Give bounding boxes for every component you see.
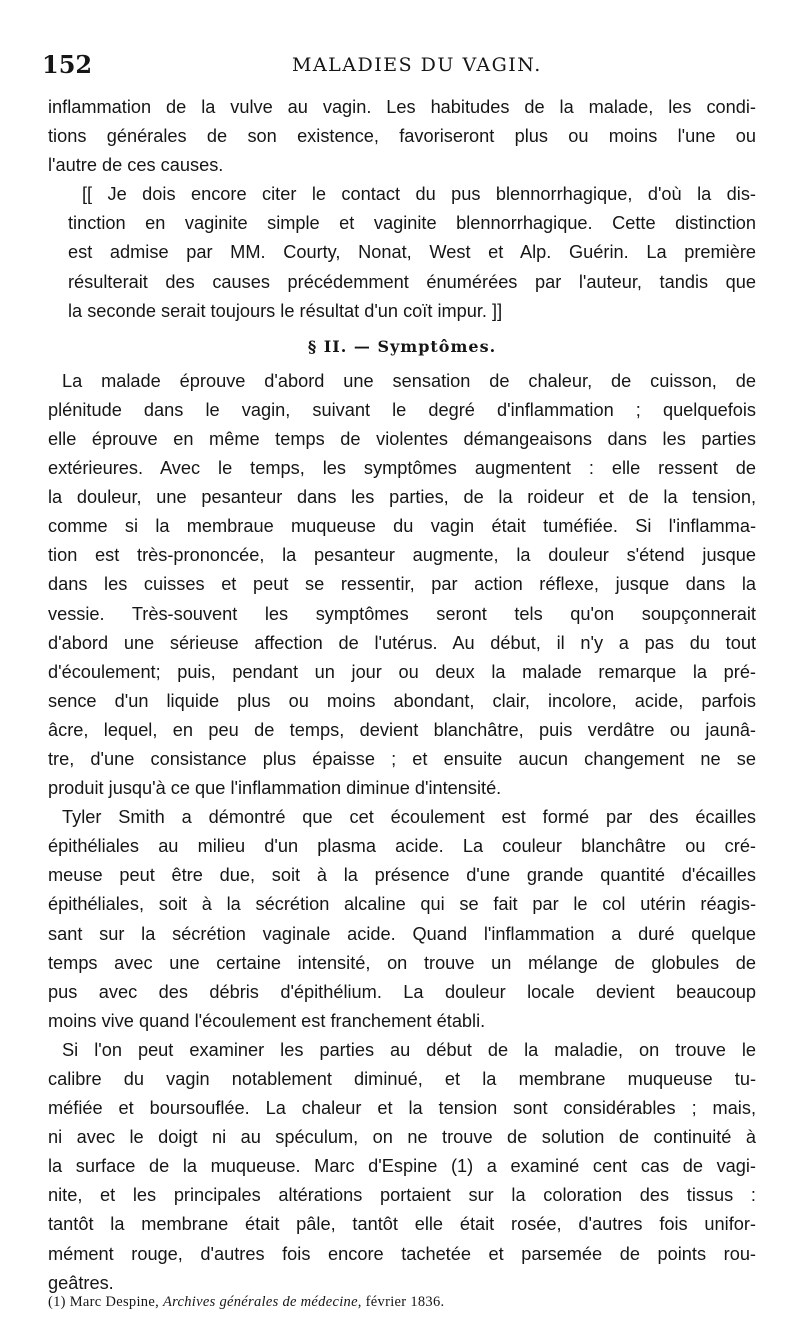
- text-line: La malade éprouve d'abord une sensation de chaleur, de cuisson, de: [62, 370, 756, 391]
- text-line: l'autre de ces causes.: [48, 155, 224, 176]
- text-line: elle éprouve en même temps de violentes démangeaisons dans les parties: [48, 428, 756, 449]
- text-line: épithéliales au milieu d'un plasma acide. La couleur blanchâtre ou cré-: [48, 836, 756, 857]
- section-heading: § II. — Symptômes.: [307, 336, 497, 356]
- text-line: la seconde serait toujours le résultat d'un coït impur. ]]: [68, 300, 503, 321]
- text-line: résulterait des causes précédemment énumérées par l'auteur, tandis que: [68, 271, 756, 292]
- text-line: vessie. Très-souvent les symptômes seront tels qu'on soupçonnerait: [48, 603, 756, 624]
- footnote: [48, 1292, 756, 1312]
- paragraph-2: [48, 180, 756, 325]
- text-line: la douleur, une pesanteur dans les parties, de la roideur et de la tension,: [48, 487, 756, 508]
- text-line: nite, et les principales altérations portaient sur la coloration des tissus :: [48, 1185, 756, 1206]
- text-line: geâtres.: [48, 1272, 114, 1293]
- text-line: extérieures. Avec le temps, les symptômes augmentent : elle ressent de: [48, 458, 756, 479]
- text-line: tantôt la membrane était pâle, tantôt elle était rosée, d'autres fois unifor-: [48, 1214, 756, 1235]
- paragraph-5: [48, 1036, 756, 1298]
- paragraph-4: [48, 803, 756, 1036]
- text-line: sence d'un liquide plus ou moins abondant, clair, incolore, acide, parfois: [48, 690, 756, 711]
- text-line: tinction en vaginite simple et vaginite blennorrhagique. Cette distinction: [68, 213, 756, 234]
- text-line: [[ Je dois encore citer le contact du pus blennorrhagique, d'où la dis-: [82, 184, 756, 205]
- text-line: ni avec le doigt ni au spéculum, on ne trouve de solution de continuité à: [48, 1127, 756, 1148]
- running-title: MALADIES DU VAGIN.: [292, 54, 542, 76]
- text-line: mément rouge, d'autres fois encore tachetée et parsemée de points rou-: [48, 1243, 756, 1264]
- text-line: d'abord une sérieuse affection de l'utérus. Au début, il n'y a pas du tout: [48, 632, 756, 653]
- text-line: dans les cuisses et peut se ressentir, par action réflexe, jusque dans la: [48, 574, 756, 595]
- text-line: produit jusqu'à ce que l'inflammation diminue d'intensité.: [48, 778, 502, 799]
- text-line: meuse peut être due, soit à la présence d'une grande quantité d'écailles: [48, 865, 756, 886]
- text-line: moins vive quand l'écoulement est franchement établi.: [48, 1010, 486, 1031]
- text-line: tion est très-prononcée, la pesanteur augmente, la douleur s'étend jusque: [48, 545, 756, 566]
- text-line: épithéliales, soit à la sécrétion alcaline qui se fait par le col utérin réagis-: [48, 894, 756, 915]
- page-header: [42, 50, 762, 84]
- text-line: inflammation de la vulve au vagin. Les habitudes de la malade, les condi-: [48, 97, 756, 117]
- text-line: la surface de la muqueuse. Marc d'Espine (1) a examiné cent cas de vagi-: [48, 1156, 756, 1177]
- text-line: âcre, lequel, en peu de temps, devient blanchâtre, puis verdâtre ou jaunâ-: [48, 719, 756, 740]
- footnote-date: février 1836.: [365, 1294, 445, 1310]
- body-text: [48, 93, 756, 1298]
- text-line: plénitude dans le vagin, suivant le degré d'inflammation ; quelquefois: [48, 399, 756, 420]
- text-line: Tyler Smith a démontré que cet écoulement est formé par des écailles: [62, 807, 756, 828]
- text-line: tions générales de son existence, favoriseront plus ou moins l'une ou: [48, 126, 756, 147]
- footnote-journal: Archives générales de médecine,: [162, 1294, 362, 1310]
- text-line: est admise par MM. Courty, Nonat, West et Alp. Guérin. La première: [68, 242, 756, 263]
- text-line: calibre du vagin notablement diminué, et la membrane muqueuse tu-: [48, 1069, 756, 1089]
- text-line: pus avec des débris d'épithélium. La douleur locale devient beaucoup: [48, 981, 756, 1002]
- text-line: sant sur la sécrétion vaginale acide. Quand l'inflammation a duré quelque: [48, 923, 756, 944]
- text-line: Si l'on peut examiner les parties au début de la maladie, on trouve le: [62, 1039, 756, 1060]
- footnote-author: (1) Marc Despine,: [48, 1294, 159, 1310]
- text-line: comme si la membraue muqueuse du vagin était tuméfiée. Si l'inflamma-: [48, 516, 756, 537]
- text-line: d'écoulement; puis, pendant un jour ou deux la malade remarque la pré-: [48, 661, 756, 682]
- page-number: 152: [42, 50, 93, 79]
- text-line: tre, d'une consistance plus épaisse ; et ensuite aucun changement ne se: [48, 748, 756, 769]
- text-line: méfiée et boursouflée. La chaleur et la tension sont considérables ; mais,: [48, 1098, 756, 1119]
- text-line: temps avec une certaine intensité, on trouve un mélange de globules de: [48, 952, 756, 973]
- paragraph-1: [48, 93, 756, 180]
- paragraph-3: [48, 367, 756, 803]
